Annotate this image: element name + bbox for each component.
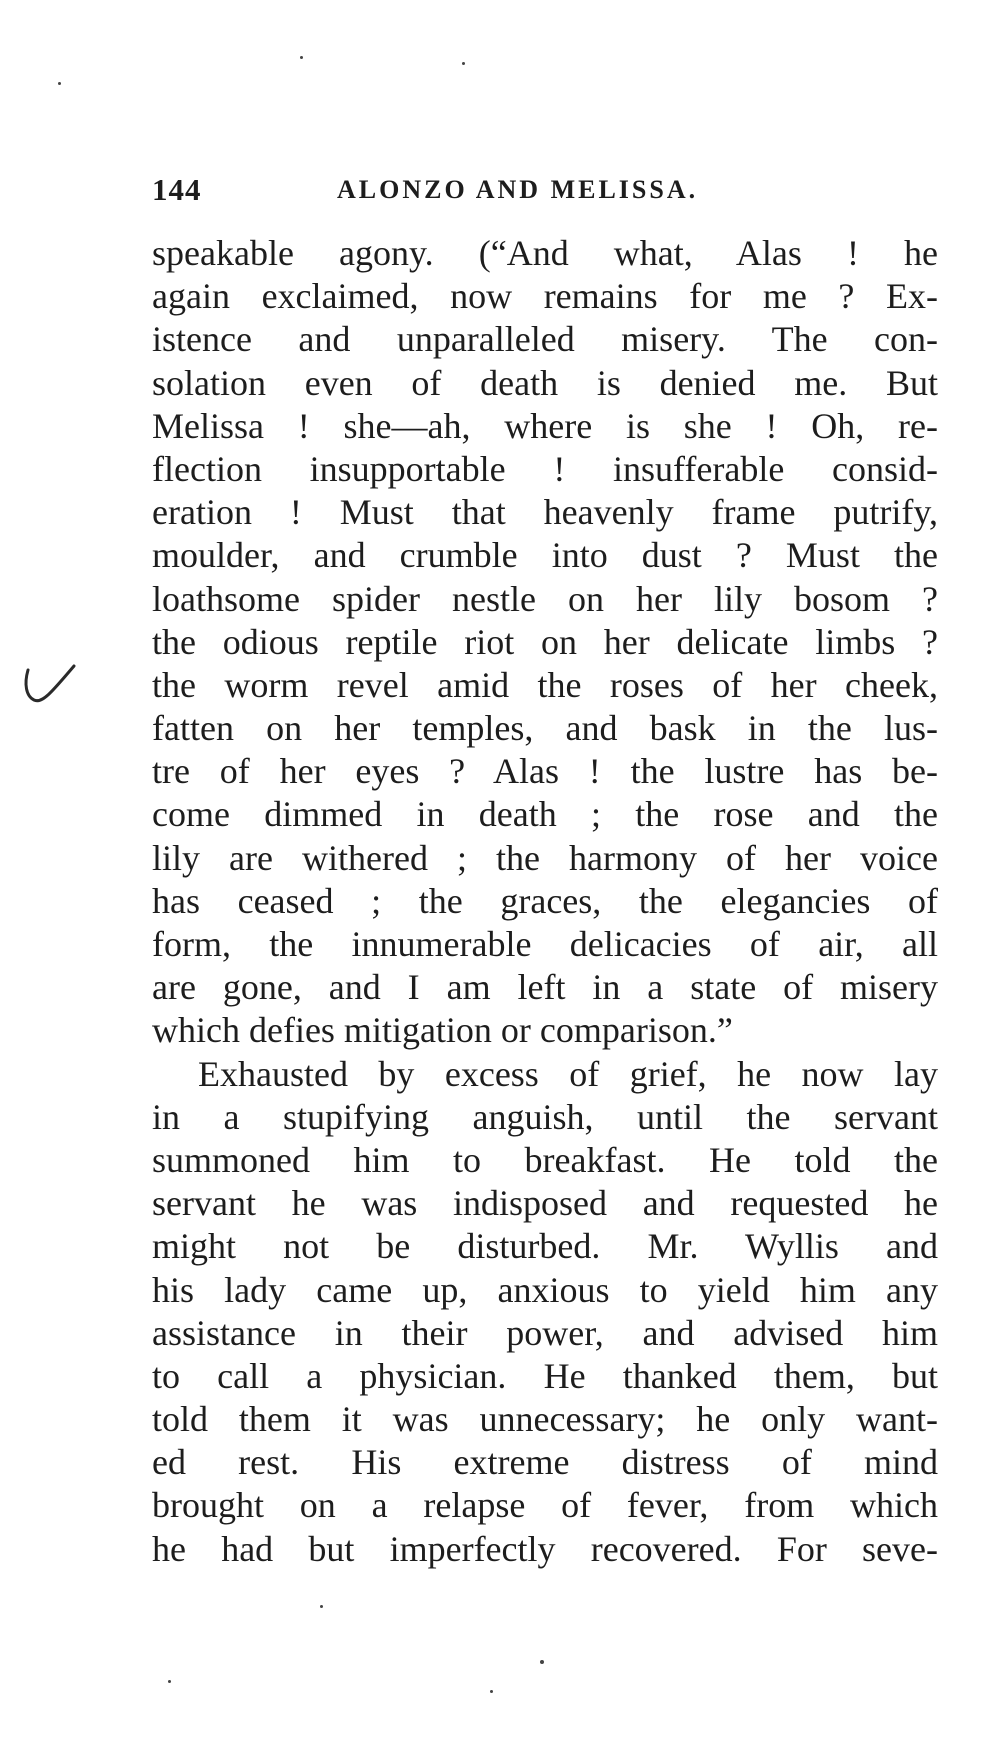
text-line: form, the innumerable delicacies of air, all: [152, 924, 938, 964]
text-line: ed rest. His extreme distress of mind: [152, 1442, 938, 1483]
text-line: he had but imperfectly recovered. For seve-: [152, 1528, 938, 1569]
text-line: in a stupifying anguish, until the servant: [152, 1096, 938, 1137]
text-line: servant he was indisposed and requested he: [152, 1183, 938, 1224]
text-line: flection insupportable ! insufferable consid-: [152, 448, 938, 489]
running-head: [152, 170, 932, 210]
text-line: fatten on her temples, and bask in the lus-: [152, 708, 938, 749]
text-line: the worm revel amid the roses of her cheek,: [152, 664, 938, 705]
text-line: istence and unparalleled misery. The con-: [152, 319, 938, 360]
text-line: Melissa ! she—ah, where is she ! Oh, re-: [152, 405, 938, 446]
text-line: are gone, and I am left in a state of misery: [152, 967, 938, 1008]
paragraph-first-line: Exhausted by excess of grief, he now lay: [198, 1053, 938, 1094]
text-line: which defies mitigation or comparison.”: [152, 1010, 733, 1051]
text-line: summoned him to breakfast. He told the: [152, 1139, 938, 1180]
text-line: solation even of death is denied me. But: [152, 362, 938, 403]
text-line: has ceased ; the graces, the elegancies of: [152, 880, 938, 921]
ink-speck: [168, 1680, 171, 1683]
body-text: [152, 232, 938, 1571]
text-line: might not be disturbed. Mr. Wyllis and: [152, 1226, 938, 1267]
text-line: lily are withered ; the harmony of her voice: [152, 837, 938, 878]
text-line: assistance in their power, and advised him: [152, 1312, 938, 1353]
ink-speck: [300, 56, 303, 59]
text-line: speakable agony. (“And what, Alas ! he: [152, 233, 938, 273]
text-line: again exclaimed, now remains for me ? Ex-: [152, 276, 938, 317]
ink-speck: [490, 1690, 493, 1693]
text-line: tre of her eyes ? Alas ! the lustre has be-: [152, 751, 938, 792]
text-line: told them it was unnecessary; he only want-: [152, 1399, 938, 1440]
text-line: to call a physician. He thanked them, but: [152, 1355, 938, 1396]
text-line: loathsome spider nestle on her lily bosom ?: [152, 578, 938, 619]
handwritten-check-mark: [22, 660, 82, 710]
text-line: brought on a relapse of fever, from which: [152, 1485, 938, 1526]
ink-speck: [462, 62, 465, 65]
page-number: 144: [152, 172, 202, 207]
text-line: the odious reptile riot on her delicate limbs ?: [152, 621, 938, 662]
text-line: eration ! Must that heavenly frame putrify,: [152, 492, 938, 533]
text-line: moulder, and crumble into dust ? Must the: [152, 535, 938, 576]
text-line: come dimmed in death ; the rose and the: [152, 794, 938, 835]
ink-speck: [540, 1660, 544, 1664]
running-title: ALONZO AND MELISSA.: [337, 175, 699, 204]
ink-speck: [320, 1605, 323, 1608]
text-line: his lady came up, anxious to yield him any: [152, 1269, 938, 1310]
ink-speck: [58, 82, 61, 85]
